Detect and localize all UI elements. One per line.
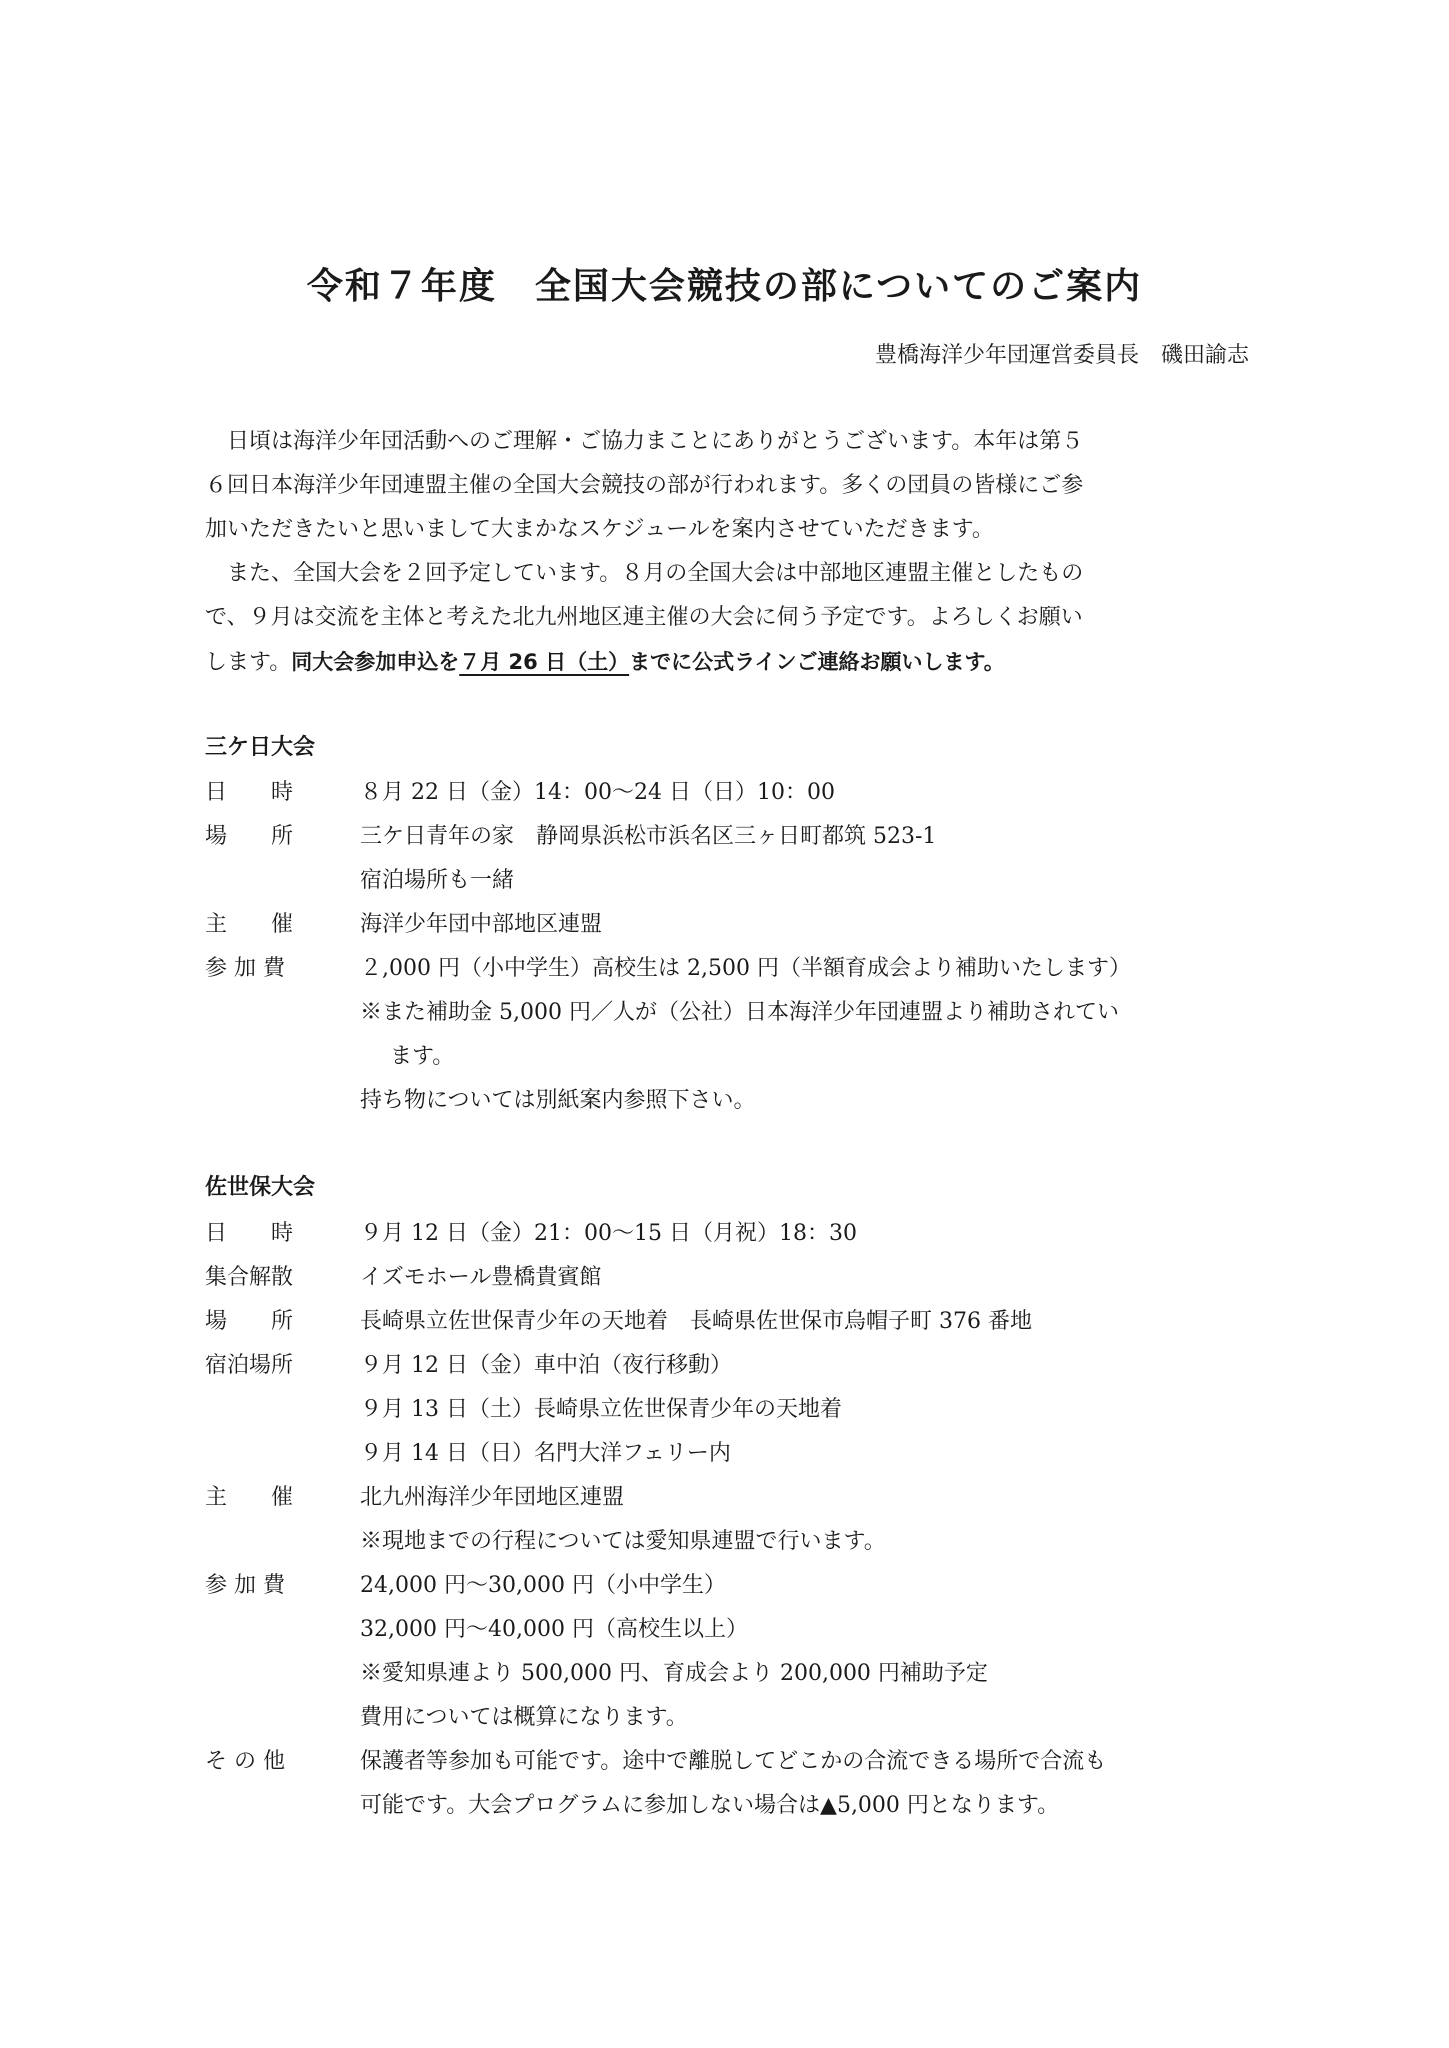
detail-row-location bbox=[205, 1300, 1255, 1344]
text-line: 費用については概算になります。 bbox=[360, 1705, 688, 1730]
text-line bbox=[205, 640, 1250, 685]
text-line: 海洋少年団中部地区連盟 bbox=[360, 912, 603, 937]
detail-row-organizer bbox=[205, 1476, 1255, 1564]
deadline-date: ７月 26 日（土） bbox=[459, 650, 630, 674]
row-value bbox=[360, 1564, 1255, 1740]
detail-row-fee bbox=[205, 1564, 1255, 1740]
row-value bbox=[360, 815, 1255, 903]
intro-paragraph-1 bbox=[205, 420, 1250, 552]
row-label: 場 所 bbox=[205, 1309, 294, 1334]
section-heading-sasebo: 佐世保大会 bbox=[205, 1175, 316, 1200]
text-line: ※また補助金 5,000 円／人が（公社）日本海洋少年団連盟より補助されてい bbox=[360, 1000, 1119, 1025]
detail-row-fee bbox=[205, 947, 1255, 1123]
text-line: 加いただきたいと思いまして大まかなスケジュールを案内させていただきます。 bbox=[205, 517, 994, 542]
text-line: 宿泊場所も一緒 bbox=[360, 868, 515, 893]
intro-paragraph-2 bbox=[205, 552, 1250, 685]
row-value bbox=[360, 903, 1255, 947]
row-value bbox=[360, 1740, 1255, 1828]
text-fragment: します。 bbox=[205, 650, 292, 675]
text-line: ６回日本海洋少年団連盟主催の全国大会競技の部が行われます。多くの団員の皆様にご参 bbox=[205, 473, 1084, 498]
deadline-notice: 同大会参加申込を bbox=[291, 650, 460, 674]
text-line: 32,000 円〜40,000 円（高校生以上） bbox=[360, 1617, 748, 1642]
row-value bbox=[360, 771, 1255, 815]
text-line: ９月 13 日（土）長崎県立佐世保青少年の天地着 bbox=[360, 1397, 842, 1422]
text-line: ます。 bbox=[390, 1044, 455, 1069]
row-value bbox=[360, 1344, 1255, 1476]
row-label: 場 所 bbox=[205, 824, 294, 849]
text-line: イズモホール豊橋貴賓館 bbox=[360, 1265, 602, 1290]
row-label: 集合解散 bbox=[205, 1265, 294, 1290]
detail-row-organizer bbox=[205, 903, 1255, 947]
author-line: 豊橋海洋少年団運営委員長 磯田諭志 bbox=[874, 343, 1249, 368]
row-label: 主 催 bbox=[205, 912, 294, 937]
text-line: 三ケ日青年の家 静岡県浜松市浜名区三ヶ日町都筑 523-1 bbox=[360, 824, 937, 849]
detail-row-location bbox=[205, 815, 1255, 903]
row-label: そ の 他 bbox=[205, 1749, 285, 1774]
text-line: ９月 12 日（金）車中泊（夜行移動） bbox=[360, 1353, 732, 1378]
text-line: ２,000 円（小中学生）高校生は 2,500 円（半額育成会より補助いたします） bbox=[360, 956, 1131, 981]
text-line: 日頃は海洋少年団活動へのご理解・ご協力まことにありがとうございます。本年は第５ bbox=[205, 429, 1084, 454]
text-line: また、全国大会を２回予定しています。８月の全国大会は中部地区連盟主催としたもの bbox=[205, 561, 1084, 586]
detail-row-lodging bbox=[205, 1344, 1255, 1476]
row-value bbox=[360, 1476, 1255, 1564]
detail-row-datetime bbox=[205, 1212, 1255, 1256]
row-label: 日 時 bbox=[205, 1221, 294, 1246]
text-line: 24,000 円〜30,000 円（小中学生） bbox=[360, 1573, 726, 1598]
text-line: 持ち物については別紙案内参照下さい。 bbox=[360, 1088, 756, 1113]
row-value bbox=[360, 1212, 1255, 1256]
text-line: ８月 22 日（金）14：00〜24 日（日）10：00 bbox=[360, 780, 835, 805]
section-heading-mikkabi: 三ケ日大会 bbox=[205, 735, 316, 760]
deadline-notice-end: までに公式ラインご連絡お願いします。 bbox=[629, 650, 1005, 674]
text-line: 可能です。大会プログラムに参加しない場合は▲5,000 円となります。 bbox=[360, 1793, 1060, 1818]
row-label: 参 加 費 bbox=[205, 956, 285, 981]
detail-row-datetime bbox=[205, 771, 1255, 815]
text-line: 北九州海洋少年団地区連盟 bbox=[360, 1485, 625, 1510]
row-label: 参 加 費 bbox=[205, 1573, 285, 1598]
text-line: で、９月は交流を主体と考えた北九州地区連主催の大会に伺う予定です。よろしくお願い bbox=[205, 605, 1083, 630]
row-value bbox=[360, 947, 1255, 1123]
text-line: ９月 12 日（金）21：00〜15 日（月祝）18：30 bbox=[360, 1221, 857, 1246]
text-line: 保護者等参加も可能です。途中で離脱してどこかの合流できる場所で合流も bbox=[360, 1749, 1107, 1774]
row-label: 宿泊場所 bbox=[205, 1353, 294, 1378]
mikkabi-details bbox=[205, 771, 1255, 1123]
row-value bbox=[360, 1256, 1255, 1300]
row-label: 日 時 bbox=[205, 780, 294, 805]
row-label: 主 催 bbox=[205, 1485, 294, 1510]
text-line: ※現地までの行程については愛知県連盟で行います。 bbox=[360, 1529, 886, 1554]
detail-row-meeting-point bbox=[205, 1256, 1255, 1300]
text-line: 長崎県立佐世保青少年の天地着 長崎県佐世保市烏帽子町 376 番地 bbox=[360, 1309, 1032, 1334]
row-value bbox=[360, 1300, 1255, 1344]
text-line: ９月 14 日（日）名門大洋フェリー内 bbox=[360, 1441, 731, 1466]
sasebo-details bbox=[205, 1212, 1255, 1828]
text-line: ※愛知県連より 500,000 円、育成会より 200,000 円補助予定 bbox=[360, 1661, 988, 1686]
detail-row-other bbox=[205, 1740, 1255, 1828]
document-title: 令和７年度 全国大会競技の部についてのご案内 bbox=[306, 266, 1143, 307]
